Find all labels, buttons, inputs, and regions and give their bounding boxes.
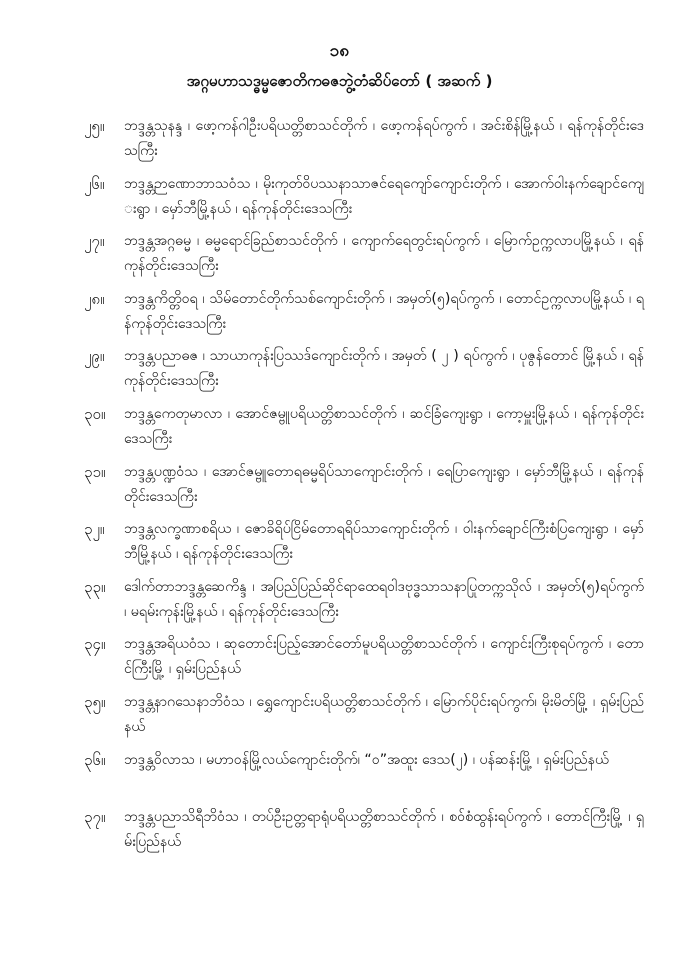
entry-text: ဘဒ္ဒန္တပညာဓဇ ၊ သာယာကုန်းပြဿဒ်ကျောင်းတိုက် ၊ အမှတ် ( ၂ ) ရပ်ကွက် ၊ ပုဇွန်တောင် မြို့နယ် ၊ ရန်ကုန်တိုင်းဒေသကြီး: [124, 348, 644, 390]
entry-number: ၂၉။: [84, 347, 105, 366]
award-list: [84, 110, 644, 859]
list-item: [84, 686, 644, 744]
entry-text: ဘဒ္ဒန္တအဂ္ဂဓမ္မ ၊ ဓမ္မရောင်ခြည်စာသင်တိုက် ၊ ကျောက်ရေတွင်းရပ်ကွက် ၊ မြောက်ဥက္ကလာပမြို့နယ် ၊ ရန်ကုန်တိုင်းဒေသကြီး: [124, 233, 644, 275]
entry-text: ဘဒ္ဒန္တဝိလာသ ၊ မဟာဝန်မြို့လယ်ကျောင်းတိုက်၊ “ဝ”အထူး ဒေသ(၂) ၊ ပန်ဆန်းမြို့ ၊ ရှမ်းပြည်နယ်: [124, 751, 609, 768]
entry-number: ၃၃။: [84, 577, 106, 596]
page-number: ၁၈: [329, 41, 350, 61]
entry-number: ၃၂။: [84, 520, 105, 539]
list-item: [84, 283, 644, 341]
page-title: အဂ္ဂမဟာသဒ္ဓမ္မဇောတိကဓဇဘွဲ့တံဆိပ်တော် ( အဆက် ): [186, 72, 493, 90]
list-item: [84, 513, 644, 571]
entry-number: ၃၄။: [84, 635, 106, 654]
list-item: [84, 456, 644, 514]
entry-number: ၃၁။: [84, 462, 106, 481]
entry-text: ဘဒ္ဒန္တသုနန္ဒ ၊ ဖော့ကန်ဂါဦးပရိယတ္တိစာသင်တိုက် ၊ ဖော့ကန်ရပ်ကွက် ၊ အင်းစိန်မြို့နယ် ၊ ရန်ကုန်တိုင်းဒေသကြီး: [124, 118, 644, 159]
list-item: [84, 340, 644, 398]
entry-text: ဘဒ္ဒန္တနာဂသေနာဘိဝံသ ၊ ရွှေကျောင်းပရိယတ္တိစာသင်တိုက် ၊ မြောက်ပိုင်းရပ်ကွက်၊ မိုးမိတ်မြို့ ၊ ရှမ်းပြည်နယ်: [124, 693, 644, 735]
entry-text: ဘဒ္ဒန္တပညာသိရီဘိဝံသ ၊ တပ်ဦးဥတ္တရာရုံပရိယတ္တိစာသင်တိုက် ၊ စဝ်စံထွန်းရပ်ကွက် ၊ တောင်ကြီးမြို့ ၊ ရှမ်းပြည်နယ်: [124, 809, 644, 851]
entry-text: ဘဒ္ဒန္တဉာဏောဘာသဝံသ ၊ မိုးကုတ်ဝိပဿနာသာဇင်ရေကျော်ကျောင်းတိုက် ၊ အောက်ဝါးနက်ချောင်ကျေးရွာ ၊ မှော်ဘီမြို့နယ် ၊ ရန်ကုန်တိုင်းဒေသကြီး: [124, 175, 644, 217]
entry-number: ၃၅။: [84, 692, 106, 711]
list-item: [84, 398, 644, 456]
entry-text: ဘဒ္ဒန္တကေတုမာလာ ၊ အောင်ဇမ္ဗူပရိယတ္တိစာသင်တိုက် ၊ ဆင်ခြံကျေးရွာ ၊ ကော့မှူးမြို့နယ် ၊ ရန်ကုန်တိုင်းဒေသကြီး: [124, 405, 644, 447]
list-item: [84, 628, 644, 686]
entry-number: ၃၀။: [84, 404, 106, 423]
entry-text: ဘဒ္ဒန္တလက္ခဏာစရိယ ၊ ဇောခိရိပ်ငြိမ်တောရရိပ်သာကျောင်းတိုက် ၊ ဝါးနက်ချောင်ကြီးစံပြကျေးရွာ ၊ မှော်ဘီမြို့နယ် ၊ ရန်ကုန်တိုင်းဒေသကြီး: [124, 521, 644, 563]
entry-number: ၂၇။: [84, 232, 105, 251]
list-item: [84, 110, 644, 168]
entry-text: ဒေါက်တာဘဒ္ဒန္တဆေကိန္ဒ ၊ အပြည်ပြည်ဆိုင်ရာထေရဝါဒဗုဒ္ဓသာသနာပြုတက္ကသိုလ် ၊ အမှတ်(၅)ရပ်ကွက် ၊ မရမ်းကုန်းမြို့နယ် ၊ ရန်ကုန်တိုင်းဒေသကြီး: [124, 578, 644, 620]
entry-number: ၂၆။: [84, 174, 105, 193]
entry-text: ဘဒ္ဒန္တပဏ္ဍဝံသ ၊ အောင်ဇမ္ဗူတောရဓမ္မရိပ်သာကျောင်းတိုက် ၊ ရေပြာကျေးရွာ ၊ မှော်ဘီမြို့နယ် ၊ ရန်ကုန်တိုင်းဒေသကြီး: [124, 463, 644, 505]
list-item: [84, 571, 644, 629]
list-item: [84, 801, 644, 859]
entry-number: ၂၅။: [84, 117, 105, 135]
entry-number: ၂၈။: [84, 289, 105, 308]
entry-number: ၃၇။: [84, 808, 106, 827]
list-item: [84, 744, 644, 802]
entry-text: ဘဒ္ဒန္တအရိယဝံသ ၊ ဆုတောင်းပြည့်အောင်တော်မူပရိယတ္တိစာသင်တိုက် ၊ ကျောင်းကြီးစုရပ်ကွက် ၊ တောင်ကြီးမြို့ ၊ ရှမ်းပြည်နယ်: [124, 636, 644, 678]
list-item: [84, 225, 644, 283]
entry-text: ဘဒ္ဒန္တကိတ္တိဝရ ၊ သိမ်တောင်တိုက်သစ်ကျောင်းတိုက် ၊ အမှတ်(၅)ရပ်ကွက် ၊ တောင်ဥက္ကလာပမြို့နယ် ၊ ရန်ကုန်တိုင်းဒေသကြီး: [124, 290, 644, 332]
list-item: [84, 168, 644, 226]
entry-number: ၃၆။: [84, 750, 106, 769]
